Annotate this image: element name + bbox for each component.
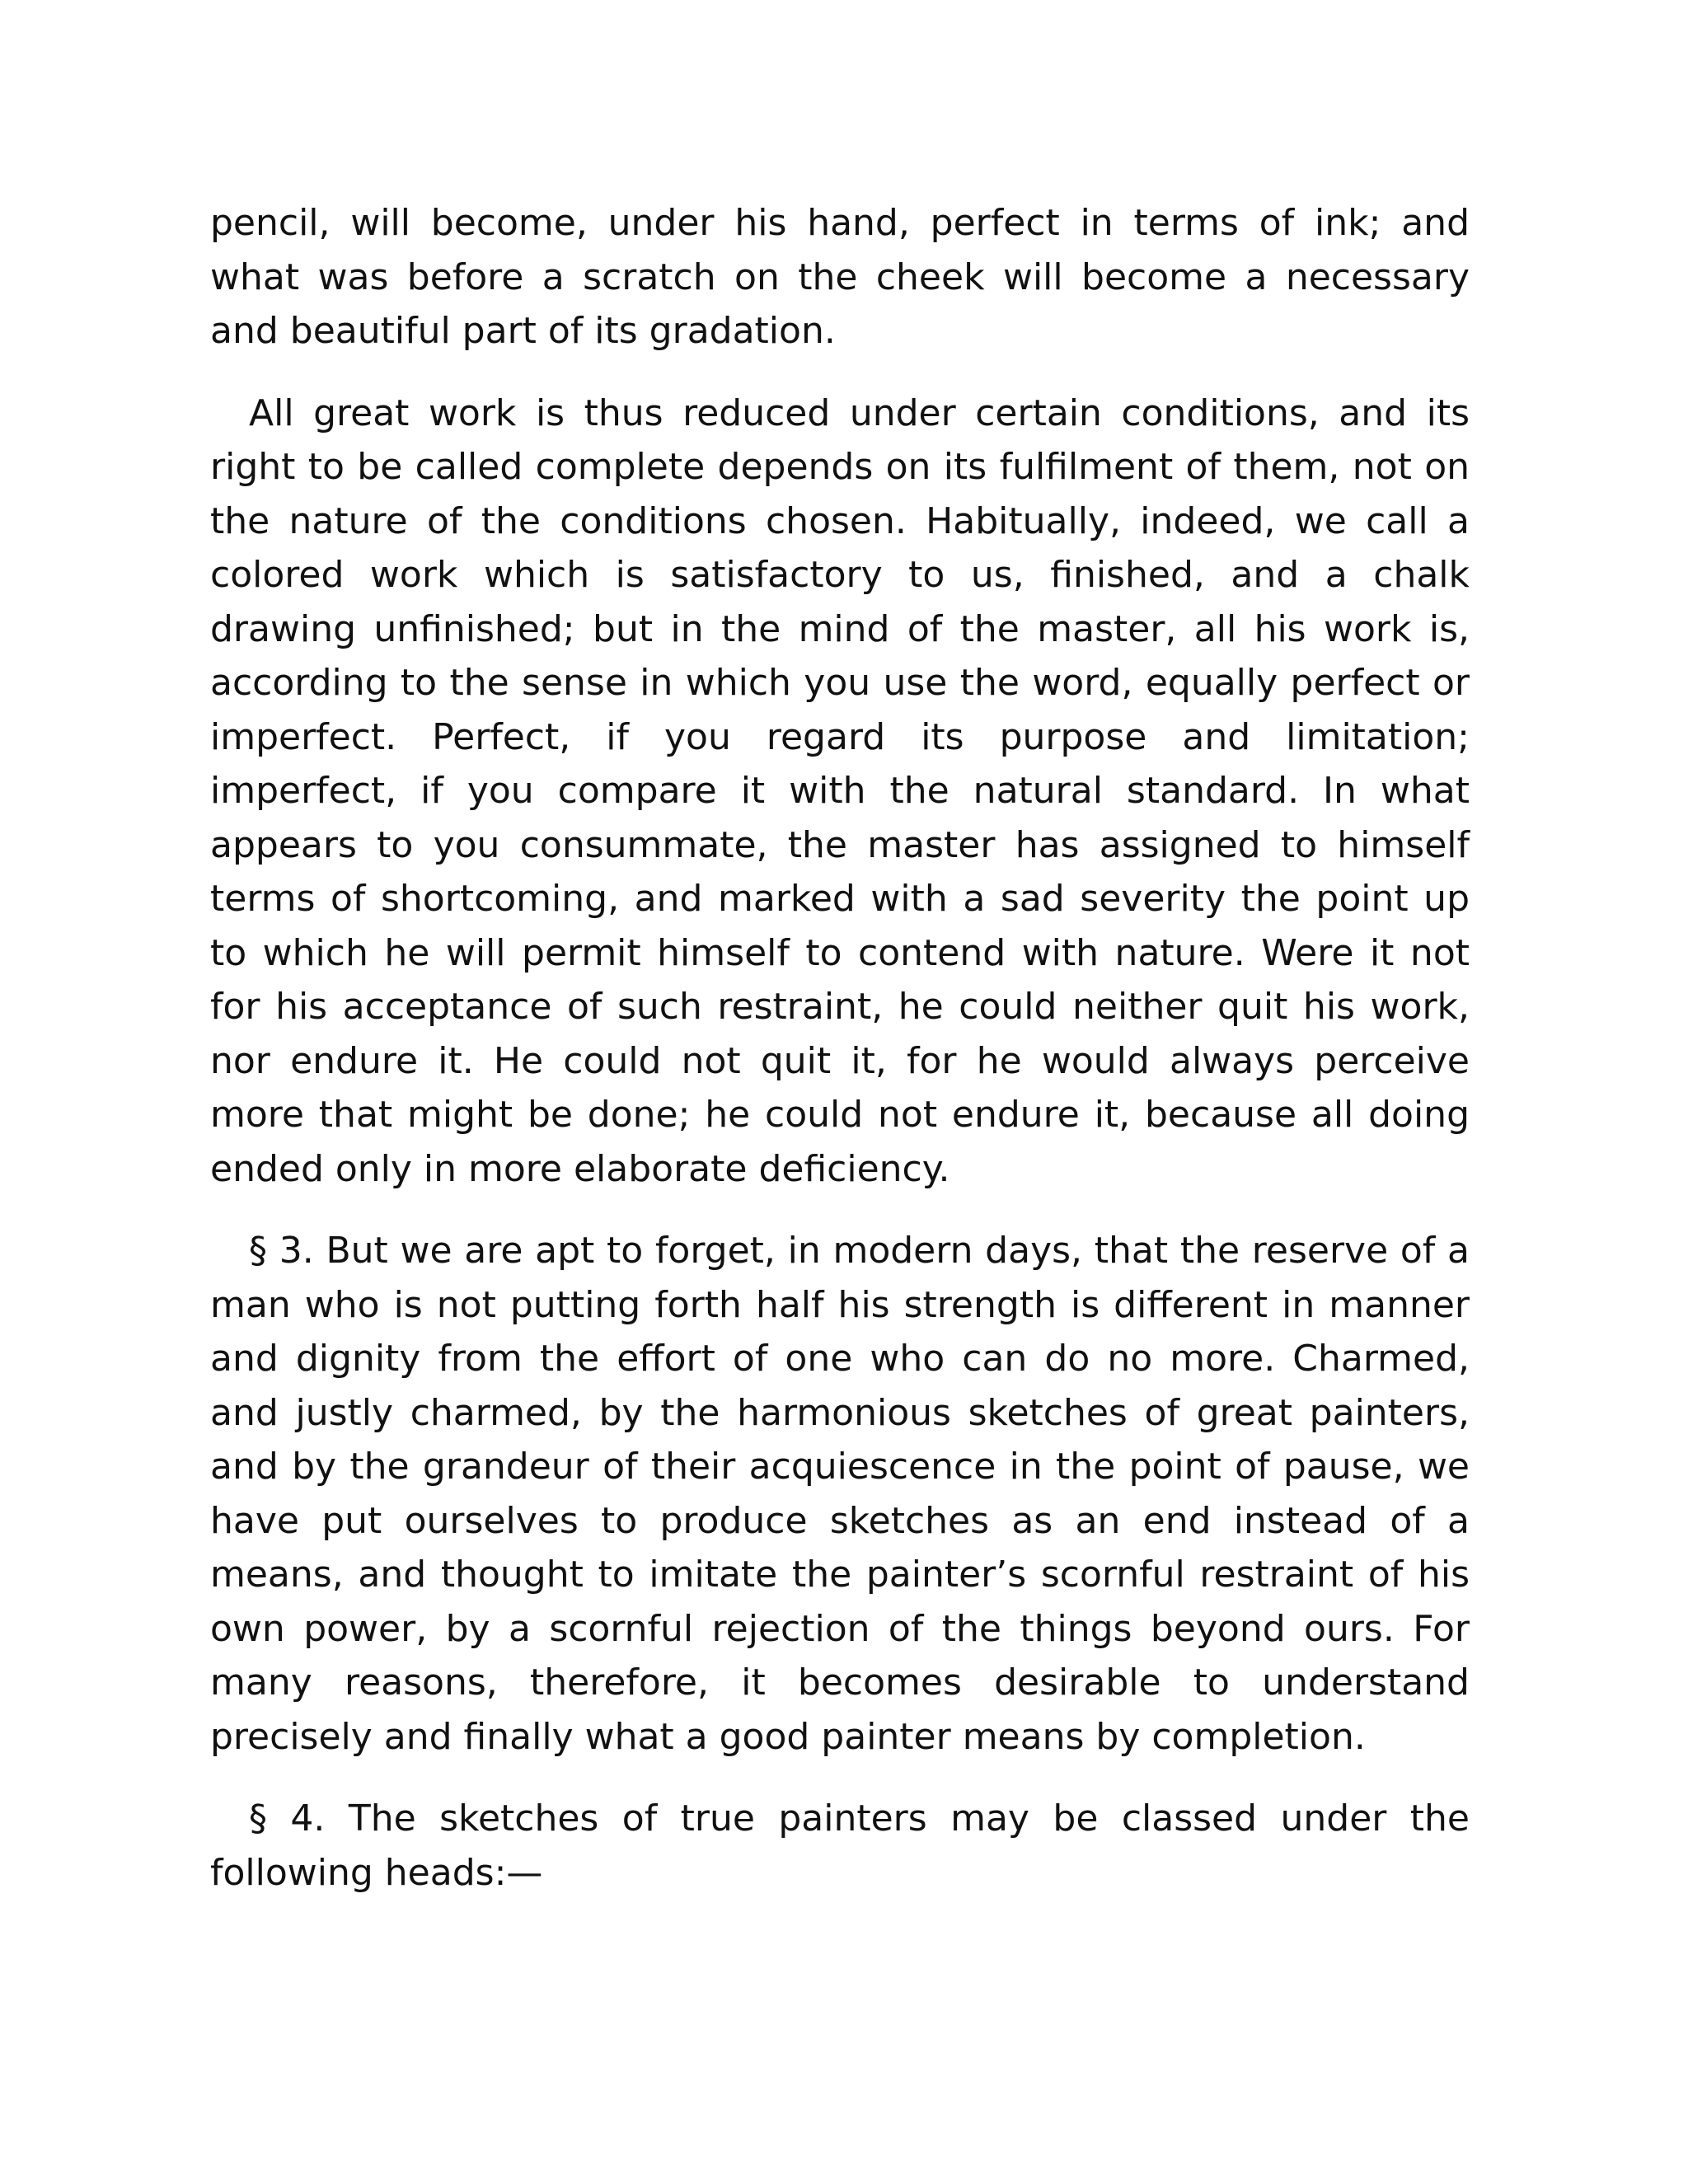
paragraph-section-4: § 4. The sketches of true painters may be classed under the following heads:— bbox=[210, 1797, 1470, 1894]
paragraph-section-3: § 3. But we are apt to forget, in modern days, that the reserve of a man who is not putting forth half his strength is different in manner and dignity from the effort of one who can do no more. Charmed, and justly charmed, by the harmonious sketches of great painters, and by the grandeur of their acquiescence in the point of pause, we have put ourselves to produce sketches as an end instead of a means, and thought to imitate the painter’s scornful restraint of his own power, by a scornful rejection of the things beyond ours. For many reasons, therefore, it becomes desirable to understand precisely and finally what a good painter means by completion. bbox=[210, 1230, 1470, 1758]
document-page bbox=[210, 196, 1470, 1928]
paragraph-continuation: pencil, will become, under his hand, perfect in terms of ink; and what was before a scratch on the cheek will become a necessary and beautiful part of its gradation. bbox=[210, 202, 1470, 352]
paragraph-great-work: All great work is thus reduced under certain conditions, and its right to be called complete depends on its fulfilment of them, not on the nature of the conditions chosen. Habitually, indeed, we call a colored work which is satisfactory to us, finished, and a chalk drawing unfinished; but in the mind of the master, all his work is, according to the sense in which you use the word, equally perfect or imperfect. Perfect, if you regard its purpose and limitation; imperfect, if you compare it with the natural standard. In what appears to you consummate, the master has assigned to himself terms of shortcoming, and marked with a sad severity the point up to which he will permit himself to contend with nature. Were it not for his acceptance of such restraint, he could neither quit his work, nor endure it. He could not quit it, for he would always perceive more that might be done; he could not endure it, because all doing ended only in more elaborate deficiency. bbox=[210, 391, 1470, 1190]
